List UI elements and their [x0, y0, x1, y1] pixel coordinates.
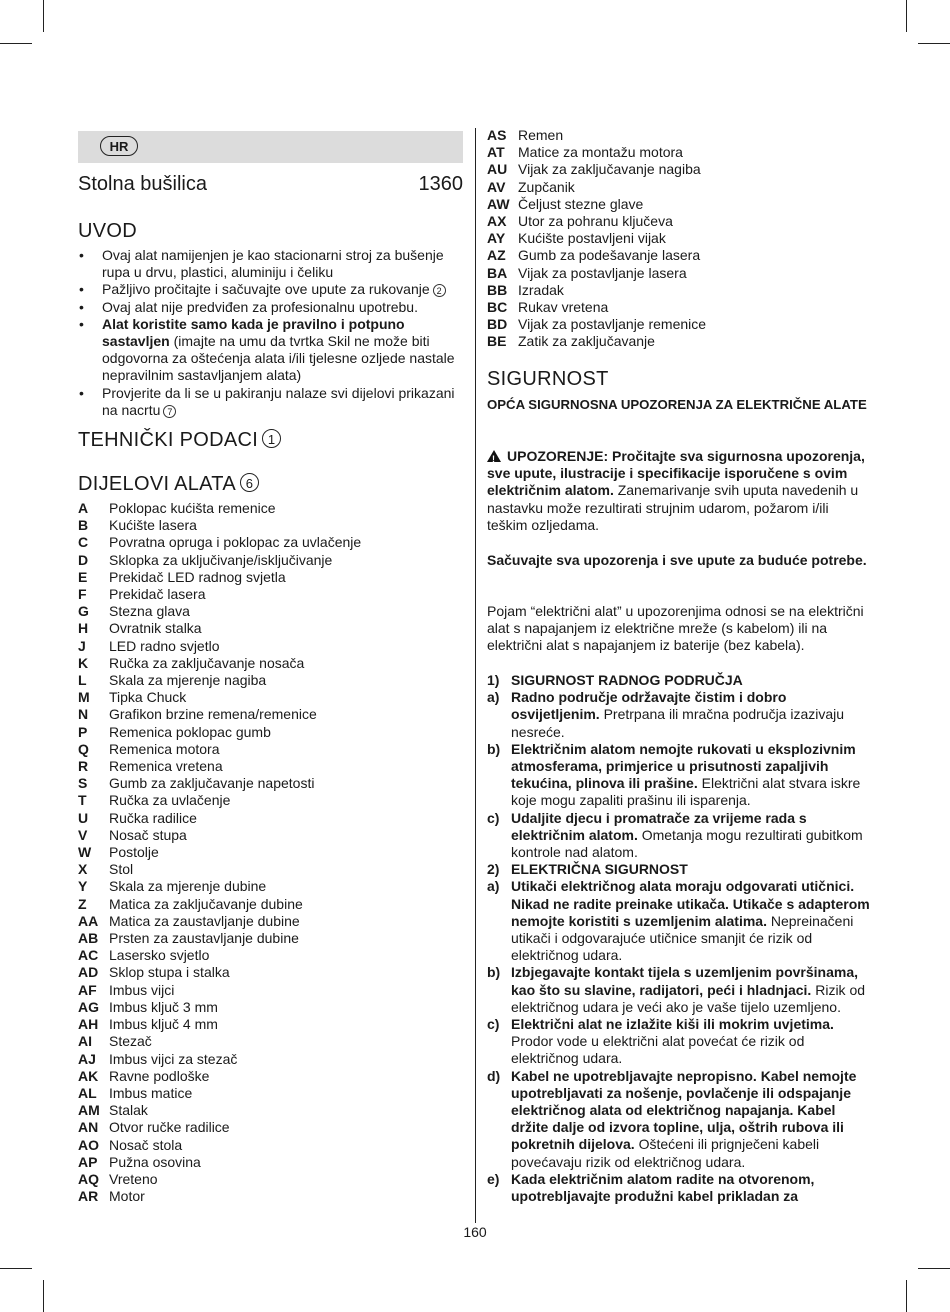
- part-code: U: [78, 809, 89, 826]
- part-code: V: [78, 826, 88, 843]
- part-code: AG: [78, 998, 99, 1015]
- part-code: AF: [78, 981, 97, 998]
- safety-item: [487, 878, 872, 964]
- safety-item-bold: Udaljite djecu i promatrače za vrijeme rada s električnim alatom.: [511, 809, 807, 843]
- part-item: [78, 724, 463, 741]
- part-code: AV: [487, 178, 506, 195]
- part-code: AT: [487, 144, 505, 161]
- intro-bullet: [78, 385, 463, 419]
- part-code: AB: [78, 930, 99, 947]
- part-item: [487, 196, 872, 213]
- part-name: Prekidač LED radnog svjetla: [109, 568, 286, 585]
- safety-item-label: a): [487, 878, 500, 895]
- part-name: LED radno svjetlo: [109, 637, 220, 654]
- part-item: [78, 569, 463, 586]
- part-code: R: [78, 758, 89, 775]
- part-name: Imbus vijci: [109, 981, 175, 998]
- intro-bullet: [78, 316, 463, 385]
- part-item: [78, 827, 463, 844]
- part-name: Vijak za postavljanje remenice: [518, 316, 707, 333]
- part-name: Sklop stupa i stalka: [109, 964, 230, 981]
- part-item: [487, 299, 872, 316]
- part-name: Ručka radilice: [109, 809, 197, 826]
- crop-mark: [906, 1280, 907, 1312]
- part-code: AC: [78, 947, 99, 964]
- part-item: [78, 844, 463, 861]
- part-name: Ručka za zaključavanje nosača: [109, 654, 305, 671]
- part-name: Imbus ključ 4 mm: [109, 1016, 218, 1033]
- part-name: Izradak: [518, 281, 564, 298]
- parts-heading: [78, 473, 259, 496]
- part-item: [78, 1051, 463, 1068]
- part-code: G: [78, 603, 89, 620]
- part-name: Stalak: [109, 1102, 148, 1119]
- figure-ref: 1: [262, 429, 281, 448]
- part-item: [78, 947, 463, 964]
- part-code: P: [78, 723, 88, 740]
- intro-bullet-text: (imajte na umu da tvrtka Skil ne može biti odgovorna za oštećenja alata i/ili tjelesne ozljede nastale nepravilnim sastavljanjem alata): [102, 333, 455, 384]
- part-name: Zatik za zaključavanje: [518, 333, 655, 350]
- safety-item: [487, 741, 872, 810]
- part-item: [78, 517, 463, 534]
- safety-item-bold: Kada električnim alatom radite na otvorenom, upotrebljavajte produžni kabel prikladan za: [511, 1170, 815, 1205]
- part-name: Remenica poklopac gumb: [109, 723, 271, 740]
- part-code: S: [78, 775, 88, 792]
- part-code: AU: [487, 161, 508, 178]
- part-code: AY: [487, 230, 506, 247]
- part-code: Z: [78, 895, 87, 912]
- safety-item-bold: Električnim alatom nemojte rukovati u eksplozivnim atmosferama, primjerice u prisutnosti zapaljivih tekućina, plinova ili prašine.: [511, 740, 856, 792]
- part-code: AR: [78, 1188, 99, 1205]
- part-item: [78, 1119, 463, 1136]
- part-name: Stol: [109, 861, 134, 878]
- part-name: Povratna opruga i poklopac za uvlačenje: [109, 534, 362, 551]
- part-code: A: [78, 500, 89, 516]
- part-item: [78, 999, 463, 1016]
- part-item: [78, 982, 463, 999]
- part-code: D: [78, 551, 89, 568]
- safety-item: [487, 1068, 872, 1171]
- intro-bullet-list: [78, 247, 463, 419]
- part-name: Matica za zaustavljanje dubine: [109, 912, 300, 929]
- part-item: [78, 638, 463, 655]
- term-definition: Pojam “električni alat” u upozorenjima odnosi se na električni alat s napajanjem iz električne mreže (s kabelom) ili na električni alat s napajanjem iz baterije (bez kabela).: [487, 603, 864, 654]
- safety-item-label: c): [487, 1016, 500, 1033]
- safety-item-bold: SIGURNOST RADNOG PODRUČJA: [511, 672, 743, 688]
- safety-item-label: e): [487, 1170, 500, 1187]
- safety-item-bold: Izbjegavajte kontakt tijela s uzemljenim površinama, kao što su slavine, radijatori, peći i hladnjaci.: [511, 964, 859, 998]
- part-code: M: [78, 689, 90, 706]
- part-code: AX: [487, 213, 507, 230]
- part-code: BA: [487, 264, 508, 281]
- part-name: Matica za zaključavanje dubine: [109, 895, 303, 912]
- part-code: AZ: [487, 247, 506, 264]
- part-code: AH: [78, 1016, 99, 1033]
- column-divider: [475, 128, 476, 1223]
- crop-mark: [43, 1280, 44, 1312]
- part-name: Vijak za zaključavanje nagiba: [518, 161, 701, 178]
- crop-mark: [918, 1268, 950, 1269]
- part-code: F: [78, 586, 87, 603]
- safety-item: [487, 689, 872, 741]
- part-item: [78, 603, 463, 620]
- part-item: [78, 964, 463, 981]
- part-name: Remenica motora: [109, 740, 220, 757]
- part-code: AJ: [78, 1050, 96, 1067]
- part-item: [487, 161, 872, 178]
- part-name: Ovratnik stalka: [109, 620, 202, 637]
- part-code: AD: [78, 964, 99, 981]
- part-name: Remen: [518, 127, 564, 143]
- safety-item-text: Oštećeni ili prignječeni kabeli povećavaju rizik od električnog udara.: [511, 1136, 820, 1170]
- part-item: [78, 896, 463, 913]
- part-code: AI: [78, 1033, 92, 1050]
- intro-bullet: [78, 299, 463, 316]
- part-name: Prsten za zaustavljanje dubine: [109, 930, 299, 947]
- parts-heading-text: DIJELOVI ALATA: [78, 473, 236, 495]
- part-name: Matice za montažu motora: [518, 144, 683, 161]
- part-name: Ravne podloške: [109, 1067, 210, 1084]
- intro-bullet-text: Ovaj alat nije predviđen za profesionalnu upotrebu.: [102, 298, 418, 315]
- part-code: T: [78, 792, 87, 809]
- part-item: [78, 1188, 463, 1205]
- safety-item-text: Ometanja mogu rezultirati gubitkom kontrole nad alatom.: [511, 826, 863, 861]
- part-code: AO: [78, 1136, 99, 1153]
- part-code: BC: [487, 299, 508, 316]
- part-name: Skala za mjerenje nagiba: [109, 672, 267, 689]
- part-item: [487, 127, 872, 144]
- part-name: Kućište lasera: [109, 517, 197, 534]
- part-code: Q: [78, 740, 89, 757]
- part-item: [78, 689, 463, 706]
- figure-ref: 2: [433, 284, 446, 297]
- part-item: [487, 230, 872, 247]
- intro-bullet: [78, 247, 463, 281]
- save-instructions: Sačuvajte sva upozorenja i sve upute za buduće potrebe.: [487, 552, 867, 568]
- safety-item-bold: Kabel ne upotrebljavajte nepropisno. Kabel nemojte upotrebljavati za nošenje, povlačenje ili odspajanje električnog alata od električnog napajanja. Kabel držite dalje od izvora topline, ulja, oštrih rubova ili pokretnih dijelova.: [511, 1067, 857, 1153]
- part-item: [78, 500, 463, 517]
- intro-bullet-text: Pažljivo pročitajte i sačuvajte ove upute za rukovanje: [102, 281, 430, 298]
- part-name: Nosač stupa: [109, 826, 187, 843]
- part-item: [487, 213, 872, 230]
- part-item: [78, 586, 463, 603]
- part-code: K: [78, 654, 89, 671]
- part-name: Vijak za postavljanje lasera: [518, 264, 687, 281]
- part-code: B: [78, 517, 89, 534]
- part-name: Čeljust stezne glave: [518, 195, 644, 212]
- part-code: AA: [78, 912, 99, 929]
- part-name: Motor: [109, 1188, 145, 1205]
- intro-bullet: [78, 281, 463, 298]
- part-code: AL: [78, 1084, 97, 1101]
- product-title: Stolna bušilica: [78, 173, 207, 195]
- part-item: [487, 247, 872, 264]
- part-item: [487, 316, 872, 333]
- part-name: Remenica vretena: [109, 758, 223, 775]
- part-item: [78, 620, 463, 637]
- parts-list-left: [78, 500, 463, 1205]
- tech-heading: [78, 429, 281, 452]
- part-code: AM: [78, 1102, 100, 1119]
- part-item: [78, 1102, 463, 1119]
- safety-item-label: b): [487, 740, 501, 757]
- part-item: [487, 333, 872, 350]
- part-name: Ručka za uvlačenje: [109, 792, 231, 809]
- part-name: Vreteno: [109, 1170, 158, 1187]
- warning-paragraph: [487, 448, 872, 534]
- part-code: Y: [78, 878, 88, 895]
- part-code: C: [78, 534, 89, 551]
- part-item: [487, 179, 872, 196]
- safety-item-label: a): [487, 689, 500, 706]
- safety-item: [487, 964, 872, 1016]
- safety-item-text: Pretrpana ili mračna područja izazivaju nesreće.: [511, 706, 845, 740]
- part-item: [78, 534, 463, 551]
- part-code: AK: [78, 1067, 99, 1084]
- figure-ref: 7: [163, 405, 176, 418]
- safety-item-text: Rizik od električnog udara je veći ako je vaše tijelo uzemljeno.: [511, 981, 866, 1015]
- safety-list: [487, 672, 872, 1205]
- part-code: N: [78, 706, 89, 723]
- warning-text: Zanemarivanje svih uputa navedenih u nastavku može rezultirati strujnim udarom, požarom i/ili teškim ozljedama.: [487, 482, 859, 533]
- warning-bold: UPOZORENJE: Pročitajte sva sigurnosna upozorenja, sve upute, ilustracije i specifikacije isporučene s ovim električnim alatom.: [487, 448, 865, 499]
- crop-mark: [0, 1268, 32, 1269]
- safety-item: [487, 861, 872, 878]
- part-name: Gumb za zaključavanje napetosti: [109, 775, 315, 792]
- part-code: E: [78, 568, 88, 585]
- safety-item-text: Električni alat stvara iskre koje mogu zapaliti prašinu ili isparenja.: [511, 775, 861, 809]
- part-name: Utor za pohranu ključeva: [518, 213, 673, 230]
- part-item: [78, 655, 463, 672]
- part-name: Skala za mjerenje dubine: [109, 878, 267, 895]
- warning-icon: [487, 450, 501, 462]
- part-item: [78, 810, 463, 827]
- part-name: Imbus vijci za stezač: [109, 1050, 238, 1067]
- language-bar: [78, 131, 463, 163]
- part-name: Stezna glava: [109, 603, 190, 620]
- part-item: [78, 1154, 463, 1171]
- safety-item-bold: Utikači električnog alata moraju odgovarati utičnici. Nikad ne radite preinake utikača. Utikače s adapterom nemojte koristiti s uzemljenim alatima.: [511, 878, 870, 929]
- safety-item-text: Prodor vode u električni alat povećat će rizik od električnog udara.: [511, 1033, 805, 1067]
- parts-list-right: [487, 127, 872, 351]
- part-item: [487, 144, 872, 161]
- part-name: Imbus ključ 3 mm: [109, 998, 218, 1015]
- crop-mark: [0, 43, 32, 44]
- part-item: [78, 1137, 463, 1154]
- part-name: Postolje: [109, 844, 159, 861]
- part-name: Pužna osovina: [109, 1153, 201, 1170]
- part-code: BD: [487, 316, 508, 333]
- part-name: Lasersko svjetlo: [109, 947, 210, 964]
- part-item: [78, 775, 463, 792]
- product-title-row: [78, 173, 463, 196]
- part-name: Grafikon brzine remena/remenice: [109, 706, 317, 723]
- part-item: [78, 741, 463, 758]
- safety-item-bold: ELEKTRIČNA SIGURNOST: [511, 861, 688, 878]
- part-code: AS: [487, 127, 507, 143]
- safety-item-bold: Radno područje održavajte čistim i dobro osvijetljenim.: [511, 689, 787, 723]
- part-name: Tipka Chuck: [109, 689, 187, 706]
- product-code: 1360: [418, 173, 463, 195]
- safety-item: [487, 672, 872, 689]
- safety-item-bold: Električni alat ne izlažite kiši ili mokrim uvjetima.: [511, 1016, 834, 1033]
- safety-item-label: c): [487, 809, 500, 826]
- part-name: Nosač stola: [109, 1136, 183, 1153]
- part-name: Zupčanik: [518, 178, 575, 195]
- part-item: [78, 706, 463, 723]
- part-item: [78, 1016, 463, 1033]
- part-item: [487, 265, 872, 282]
- part-item: [78, 1068, 463, 1085]
- intro-bullet-text: Provjerite da li se u pakiranju nalaze svi dijelovi prikazani na nacrtu: [102, 384, 455, 418]
- part-name: Stezač: [109, 1033, 152, 1050]
- part-item: [78, 758, 463, 775]
- part-name: Kućište postavljeni vijak: [518, 230, 666, 247]
- part-item: [487, 282, 872, 299]
- part-item: [78, 1033, 463, 1050]
- part-code: AN: [78, 1119, 99, 1136]
- safety-item-label: 1): [487, 672, 500, 688]
- safety-item-label: d): [487, 1067, 501, 1084]
- part-code: BE: [487, 333, 507, 350]
- intro-bullet-bold: Alat koristite samo kada je pravilno i potpuno sastavljen: [102, 315, 405, 350]
- safety-item: [487, 810, 872, 862]
- part-item: [78, 792, 463, 809]
- part-code: X: [78, 861, 88, 878]
- tech-heading-text: TEHNIČKI PODACI: [78, 429, 259, 451]
- safety-subheading: OPĆA SIGURNOSNA UPOZORENJA ZA ELEKTRIČNE ALATE: [487, 397, 867, 412]
- part-name: Imbus matice: [109, 1084, 193, 1101]
- part-item: [78, 552, 463, 569]
- safety-item-text: Nepreinačeni utikači i odgovarajuće utičnice smanjit će rizik od električnog udara.: [511, 912, 854, 964]
- crop-mark: [906, 0, 907, 32]
- part-code: J: [78, 637, 86, 654]
- safety-item-label: 2): [487, 861, 500, 878]
- safety-heading: SIGURNOST: [487, 368, 609, 390]
- part-item: [78, 672, 463, 689]
- safety-item: [487, 1171, 872, 1205]
- part-code: BB: [487, 281, 508, 298]
- crop-mark: [43, 0, 44, 32]
- part-name: Poklopac kućišta remenice: [109, 500, 276, 516]
- part-item: [78, 913, 463, 930]
- part-name: Rukav vretena: [518, 299, 609, 316]
- safety-item: [487, 1016, 872, 1068]
- part-item: [78, 878, 463, 895]
- part-code: AW: [487, 195, 510, 212]
- part-item: [78, 930, 463, 947]
- part-item: [78, 1171, 463, 1188]
- intro-heading: UVOD: [78, 220, 137, 242]
- part-code: W: [78, 844, 92, 861]
- part-code: AP: [78, 1153, 98, 1170]
- part-code: H: [78, 620, 89, 637]
- part-name: Prekidač lasera: [109, 586, 206, 603]
- part-code: AQ: [78, 1170, 99, 1187]
- part-item: [78, 861, 463, 878]
- safety-item-label: b): [487, 964, 501, 981]
- figure-ref: 6: [240, 473, 259, 492]
- crop-mark: [918, 43, 950, 44]
- part-name: Gumb za podešavanje lasera: [518, 247, 701, 264]
- part-name: Otvor ručke radilice: [109, 1119, 230, 1136]
- part-name: Sklopka za uključivanje/isključivanje: [109, 551, 333, 568]
- language-badge: HR: [100, 136, 138, 156]
- intro-bullet-text: Ovaj alat namijenjen je kao stacionarni stroj za bušenje rupa u drvu, plastici, aluminiju i čeliku: [102, 247, 444, 281]
- part-code: L: [78, 672, 87, 689]
- page-number: 160: [463, 1224, 487, 1240]
- part-item: [78, 1085, 463, 1102]
